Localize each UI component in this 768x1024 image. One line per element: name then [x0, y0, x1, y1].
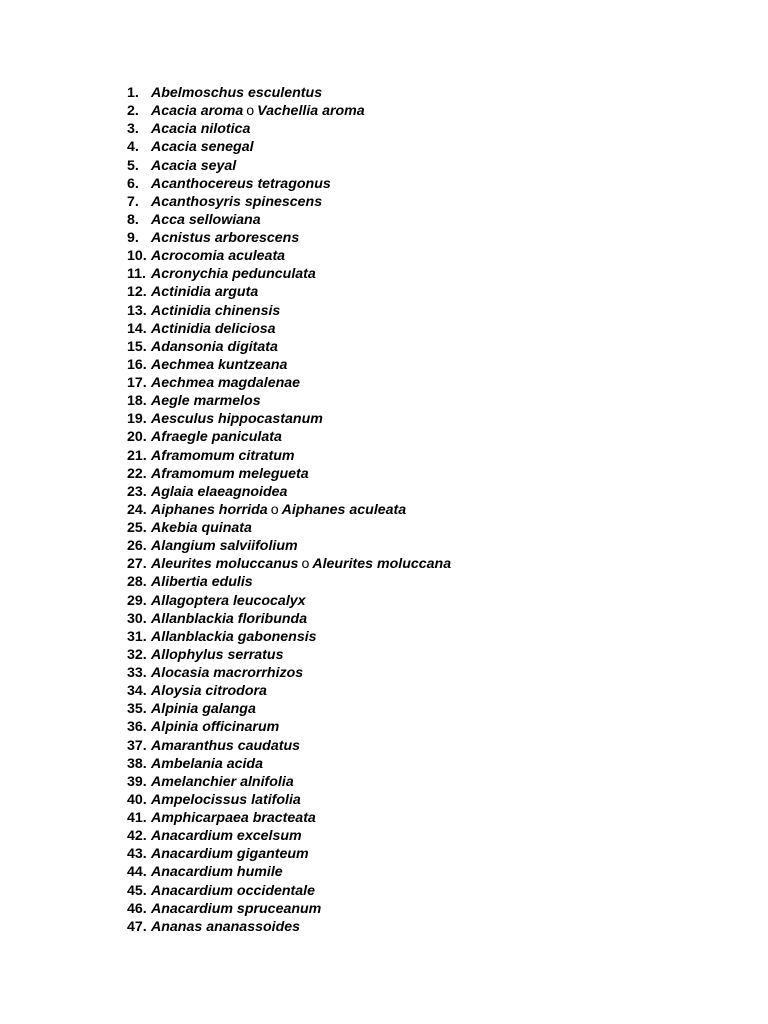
- item-number: 19.: [127, 411, 147, 428]
- item-number: 30.: [127, 610, 147, 627]
- list-item: [127, 737, 451, 755]
- list-item: [127, 900, 451, 918]
- list-item: [127, 791, 451, 809]
- item-number: 8.: [127, 211, 139, 228]
- species-name: Afraegle paniculata: [151, 429, 282, 446]
- species-name: Allophylus serratus: [151, 646, 284, 663]
- list-item: [127, 628, 451, 646]
- species-name: Abelmoschus esculentus: [151, 85, 323, 101]
- species-name: Adansonia digitata: [151, 338, 278, 355]
- species-name: Aglaia elaeagnoidea: [151, 483, 288, 500]
- item-number: 39.: [127, 773, 147, 790]
- item-number: 40.: [127, 791, 147, 808]
- list-item: [127, 664, 451, 682]
- item-number: 6.: [127, 175, 139, 192]
- list-item: [127, 138, 451, 156]
- species-name: Alpinia galanga: [151, 701, 256, 718]
- list-item: [127, 356, 451, 374]
- list-item: [127, 700, 451, 718]
- item-number: 11.: [127, 266, 146, 283]
- list-item: [127, 573, 451, 591]
- list-item: [127, 863, 451, 881]
- species-name: Aframomum citratum: [151, 447, 295, 464]
- list-item: [127, 211, 451, 229]
- item-number: 21.: [127, 447, 147, 464]
- species-name: Allanblackia floribunda: [151, 610, 308, 627]
- species-name: Ananas ananassoides: [151, 918, 301, 935]
- item-number: 12.: [127, 284, 147, 301]
- species-name: Aleurites moluccanus: [151, 556, 299, 573]
- list-item: [127, 845, 451, 863]
- species-name: Acrocomia aculeata: [151, 248, 286, 265]
- item-number: 5.: [127, 157, 139, 174]
- item-number: 43.: [127, 846, 147, 863]
- list-item: [127, 592, 451, 610]
- list-item: [127, 320, 451, 338]
- item-number: 44.: [127, 864, 147, 881]
- item-number: 2.: [127, 103, 139, 120]
- species-name: Aechmea kuntzeana: [151, 356, 288, 373]
- species-name: Anacardium spruceanum: [151, 900, 322, 917]
- species-name: Aegle marmelos: [151, 393, 261, 410]
- species-name: Aiphanes horrida: [151, 501, 268, 518]
- item-number: 45.: [127, 882, 147, 899]
- species-name: Anacardium excelsum: [151, 828, 302, 845]
- list-item: [127, 682, 451, 700]
- species-name: Aframomum melegueta: [151, 465, 309, 482]
- name-separator: o: [301, 556, 310, 573]
- species-name: Amelanchier alnifolia: [151, 773, 294, 790]
- species-name: Allagoptera leucocalyx: [151, 592, 306, 609]
- list-item: [127, 718, 451, 736]
- list-item: [127, 392, 451, 410]
- species-name: Acacia seyal: [151, 157, 237, 174]
- species-name: Anacardium humile: [151, 864, 283, 881]
- item-number: 31.: [127, 628, 147, 645]
- list-item: [127, 84, 451, 102]
- item-number: 32.: [127, 646, 147, 663]
- list-item: [127, 265, 451, 283]
- item-number: 13.: [127, 302, 147, 319]
- item-number: 29.: [127, 592, 147, 609]
- species-name: Alocasia macrorrhizos: [151, 665, 304, 681]
- item-number: 23.: [127, 483, 147, 500]
- list-item: [127, 918, 451, 936]
- species-name: Actinidia chinensis: [151, 302, 281, 319]
- species-name: Anacardium occidentale: [151, 882, 315, 899]
- species-name: Alpinia officinarum: [151, 719, 280, 736]
- list-item: [127, 410, 451, 428]
- list-item: [127, 302, 451, 320]
- item-number: 28.: [127, 574, 147, 591]
- species-name: Ambelania acida: [151, 755, 263, 772]
- list-item: [127, 193, 451, 211]
- item-number: 4.: [127, 139, 139, 156]
- name-separator: o: [246, 103, 255, 120]
- item-number: 9.: [127, 230, 139, 246]
- list-item: [127, 374, 451, 392]
- item-number: 38.: [127, 755, 147, 772]
- species-name: Ampelocissus latifolia: [151, 791, 301, 808]
- item-number: 24.: [127, 501, 147, 518]
- list-item: [127, 465, 451, 483]
- item-number: 20.: [127, 429, 147, 446]
- item-number: 17.: [127, 375, 147, 391]
- species-name: Anacardium giganteum: [151, 846, 309, 863]
- name-separator: o: [270, 501, 279, 518]
- item-number: 33.: [127, 665, 147, 681]
- species-name: Aloysia citrodora: [151, 683, 267, 700]
- item-number: 47.: [127, 918, 147, 935]
- list-item: [127, 501, 451, 519]
- species-name: Aesculus hippocastanum: [151, 411, 323, 428]
- species-name: Acnistus arborescens: [151, 230, 300, 246]
- item-number: 42.: [127, 828, 147, 845]
- item-number: 7.: [127, 193, 139, 210]
- species-name: Acacia nilotica: [151, 121, 251, 138]
- species-name: Amaranthus caudatus: [151, 737, 301, 754]
- species-name: Aechmea magdalenae: [151, 375, 301, 391]
- item-number: 35.: [127, 701, 147, 718]
- species-name: Alangium salviifolium: [151, 538, 298, 555]
- item-number: 18.: [127, 393, 147, 410]
- list-item: [127, 519, 451, 537]
- list-item: [127, 537, 451, 555]
- list-item: [127, 175, 451, 193]
- species-name: Actinidia arguta: [151, 284, 259, 301]
- list-item: [127, 102, 451, 120]
- item-number: 41.: [127, 810, 147, 826]
- species-name: Acanthosyris spinescens: [151, 193, 323, 210]
- list-item: [127, 120, 451, 138]
- list-item: [127, 555, 451, 573]
- list-item: [127, 338, 451, 356]
- list-item: [127, 809, 451, 827]
- item-number: 14.: [127, 320, 147, 337]
- list-item: [127, 882, 451, 900]
- item-number: 37.: [127, 737, 147, 754]
- item-number: 34.: [127, 683, 147, 700]
- list-item: [127, 483, 451, 501]
- list-item: [127, 157, 451, 175]
- list-item: [127, 447, 451, 465]
- species-name: Acca sellowiana: [151, 211, 261, 228]
- species-name: Actinidia deliciosa: [151, 320, 276, 337]
- species-alt-name: Aiphanes aculeata: [281, 501, 407, 518]
- list-item: [127, 646, 451, 664]
- list-item: [127, 247, 451, 265]
- item-number: 22.: [127, 465, 147, 482]
- list-item: [127, 827, 451, 845]
- species-name: Amphicarpaea bracteata: [151, 810, 316, 826]
- list-item: [127, 610, 451, 628]
- list-item: [127, 755, 451, 773]
- species-name: Akebia quinata: [151, 520, 252, 536]
- item-number: 36.: [127, 719, 147, 736]
- species-name: Acacia aroma: [151, 103, 244, 120]
- list-item: [127, 773, 451, 791]
- species-name: Allanblackia gabonensis: [151, 628, 317, 645]
- item-number: 15.: [127, 338, 147, 355]
- item-number: 10.: [127, 248, 147, 265]
- item-number: 16.: [127, 356, 147, 373]
- list-item: [127, 283, 451, 301]
- species-name: Acanthocereus tetragonus: [151, 175, 331, 192]
- species-list: [127, 84, 451, 936]
- list-item: [127, 428, 451, 446]
- item-number: 27.: [127, 556, 147, 573]
- item-number: 46.: [127, 900, 147, 917]
- species-name: Alibertia edulis: [151, 574, 253, 591]
- species-name: Acronychia pedunculata: [151, 266, 316, 283]
- species-alt-name: Aleurites moluccana: [312, 556, 452, 573]
- species-name: Acacia senegal: [151, 139, 254, 156]
- item-number: 26.: [127, 538, 147, 555]
- item-number: 1.: [127, 85, 139, 101]
- species-alt-name: Vachellia aroma: [257, 103, 365, 120]
- list-item: [127, 229, 451, 247]
- item-number: 25.: [127, 520, 147, 536]
- item-number: 3.: [127, 121, 139, 138]
